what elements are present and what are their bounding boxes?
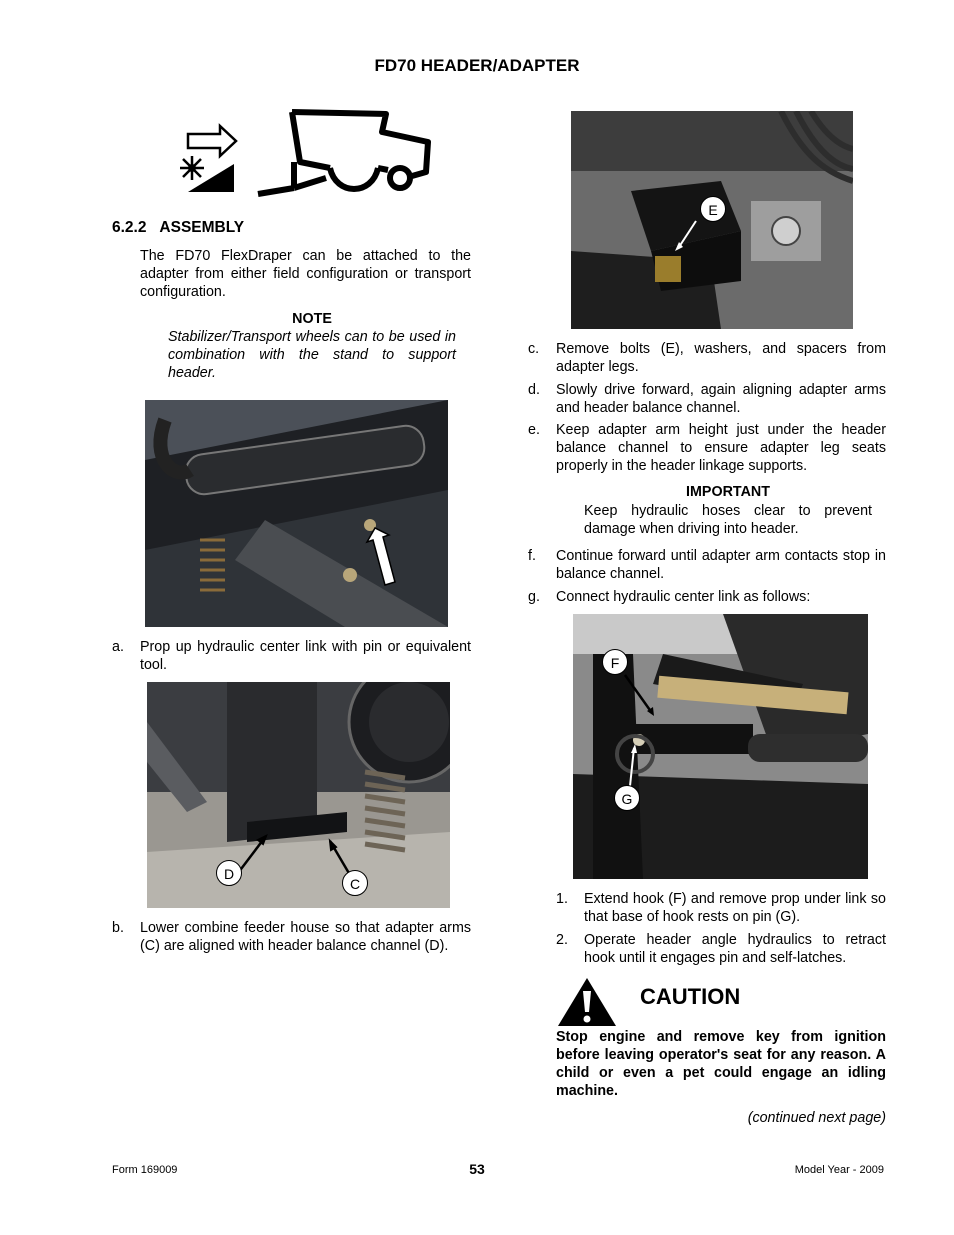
callout-g: G — [614, 785, 640, 811]
callout-d: D — [216, 860, 242, 886]
photo-adapter-leg-bolts — [571, 111, 853, 329]
step-g-marker: g. — [528, 589, 540, 605]
warning-triangle-icon — [556, 976, 618, 1028]
section-heading — [112, 219, 244, 237]
callout-f: F — [602, 649, 628, 675]
page-header: FD70 HEADER/ADAPTER — [374, 56, 580, 75]
step-c-text: Remove bolts (E), washers, and spacers from adapter legs. — [556, 341, 886, 375]
step-a-text: Prop up hydraulic center link with pin or equivalent tool. — [140, 639, 471, 673]
step-b-text: Lower combine feeder house so that adapter arms (C) are aligned with header balance channel (D). — [140, 920, 471, 954]
step-a-marker: a. — [112, 639, 124, 655]
section-title: ASSEMBLY — [159, 219, 245, 236]
step-c-marker: c. — [528, 341, 540, 357]
continued-note: (continued next page) — [747, 1110, 886, 1126]
footer-model-year: Model Year - 2009 — [794, 1164, 884, 1176]
callout-e: E — [700, 196, 726, 222]
substep-2-marker: 2. — [556, 932, 568, 948]
step-f-marker: f. — [528, 548, 536, 564]
callout-c: C — [342, 870, 368, 896]
substep-1-marker: 1. — [556, 891, 568, 907]
photo-adapter-arms-aligned — [147, 682, 450, 908]
important-label: IMPORTANT — [686, 484, 770, 500]
step-d-marker: d. — [528, 382, 540, 398]
substep-1-text: Extend hook (F) and remove prop under link so that base of hook rests on pin (G). — [584, 891, 886, 925]
page-number: 53 — [469, 1161, 485, 1177]
intro-paragraph: The FD70 FlexDraper can be attached to the adapter from either field configuration or transport configuration. — [140, 248, 471, 300]
step-g-text: Connect hydraulic center link as follows: — [556, 589, 811, 605]
caution-title: CAUTION — [640, 984, 741, 1009]
combine-silhouette-icon — [258, 112, 428, 194]
combine-approach-icon — [176, 104, 436, 200]
note-label: NOTE — [292, 311, 332, 327]
photo-center-link-propped — [145, 400, 448, 627]
header-approach-icon — [180, 126, 236, 192]
important-text: Keep hydraulic hoses clear to prevent damage when driving into header. — [584, 503, 872, 537]
step-e-marker: e. — [528, 422, 540, 438]
step-e-text: Keep adapter arm height just under the header balance channel to ensure adapter leg seats properly in the header linkage supports. — [556, 422, 886, 474]
footer-form: Form 169009 — [112, 1164, 178, 1176]
section-number: 6.2.2 — [112, 219, 147, 236]
caution-text: Stop engine and remove key from ignition before leaving operator's seat for any reason. A child or even a pet could engage an idling machine. — [556, 1029, 886, 1099]
step-f-text: Continue forward until adapter arm contacts stop in balance channel. — [556, 548, 886, 582]
substep-2-text: Operate header angle hydraulics to retract hook until it engages pin and self-latches. — [584, 932, 886, 966]
step-b-marker: b. — [112, 920, 124, 936]
step-d-text: Slowly drive forward, again aligning adapter arms and header balance channel. — [556, 382, 886, 416]
note-text: Stabilizer/Transport wheels can to be used in combination with the stand to support header. — [168, 329, 456, 381]
photo-hook-and-pin — [573, 614, 868, 879]
